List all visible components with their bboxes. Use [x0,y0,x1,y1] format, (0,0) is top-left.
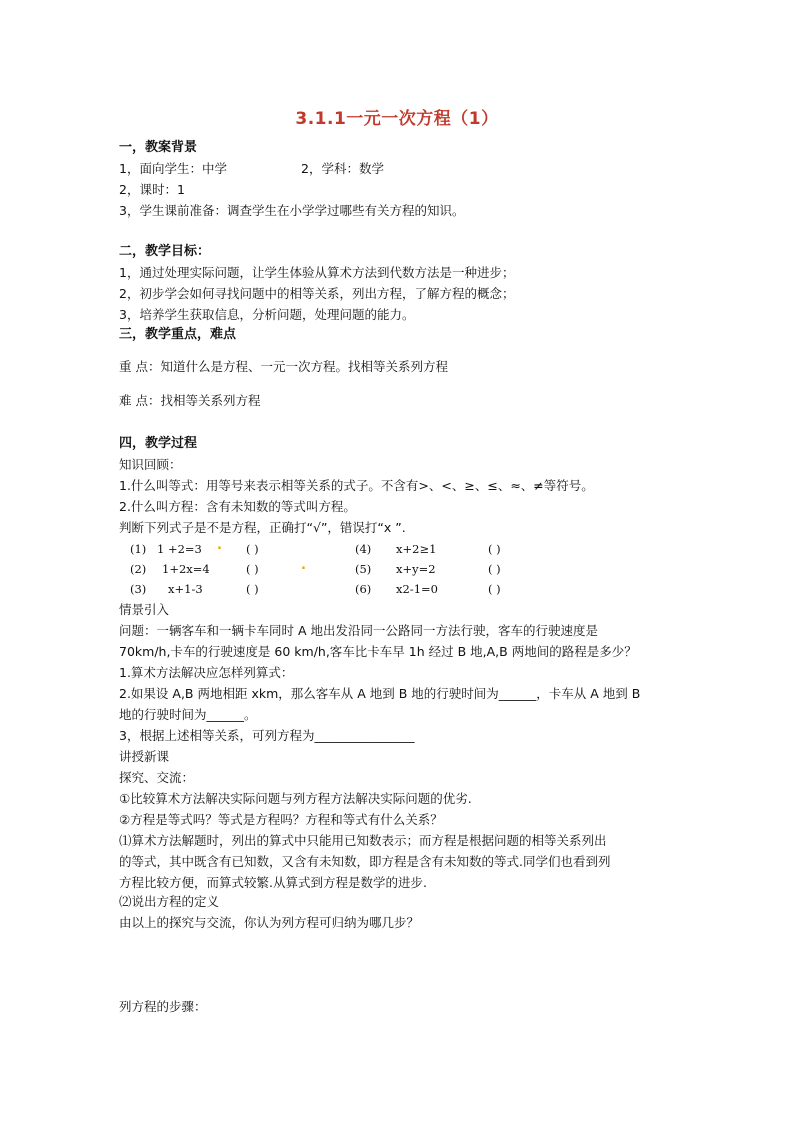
answer-blank[interactable]: ( ) [246,542,259,556]
answer-blank[interactable]: ( ) [246,582,259,596]
exercise-expression: x+2≥1 [396,542,437,556]
highlight-dot: . [217,538,222,553]
highlight-dot: . [301,558,306,573]
answer-blank[interactable]: ( ) [488,582,501,596]
section-heading-goals: 二，教学目标： [119,244,211,259]
discussion-point: ①比较算术方法解决实际问题与列方程方法解决实际问题的优劣. [119,791,472,806]
section-heading-process: 四，教学过程 [119,436,198,451]
answer-blank[interactable]: ( ) [488,542,501,556]
lesson-count-line: 2，课时：1 [119,182,185,197]
exercise-expression: 1 +2=3 [157,542,202,556]
steps-label: 列方程的步骤： [119,999,207,1014]
scenario-intro-label: 情景引入 [119,602,170,617]
student-level-line: 1，面向学生：中学 [119,161,227,176]
exercise-number: (2) [130,562,147,576]
answer-paragraph: 方程比较方便，而算式较繁.从算式到方程是数学的进步. [119,875,427,890]
equation-definition: 2.什么叫方程：含有未知数的等式叫方程。 [119,499,356,514]
page-title: 3.1.1一元一次方程（1） [295,109,499,129]
explore-label: 探究、交流： [119,770,195,785]
definition-prompt: ⑵说出方程的定义 [119,894,220,909]
problem-text-line: 70km/h,卡车的行驶速度是 60 km/h,客车比卡车早 1h 经过 B 地,A,B 两地间的路程是多少？ [119,644,637,659]
problem-text-line: 问题：一辆客车和一辆卡车同时 A 地出发沿同一公路同一方法行驶，客车的行驶速度是 [119,623,598,638]
exercise-number: (3) [130,582,147,596]
goal-item: 1，通过处理实际问题，让学生体验从算术方法到代数方法是一种进步； [119,265,515,280]
section-heading-background: 一，教案背景 [119,140,198,155]
section-heading-keypoints: 三，教学重点，难点 [119,327,237,342]
answer-paragraph: 的等式，其中既含有已知数，又含有未知数，即方程是含有未知数的等式.同学们也看到列 [119,854,611,869]
answer-blank[interactable]: ( ) [488,562,501,576]
discussion-point: ②方程是等式吗？等式是方程吗？方程和等式有什么关系？ [119,812,443,827]
equation-question: 3，根据上述相等关系，可列方程为________________ [119,728,415,743]
exercise-expression: 1+2x=4 [162,562,210,576]
preparation-line: 3，学生课前准备：调查学生在小学学过哪些有关方程的知识。 [119,203,465,218]
new-lesson-label: 讲授新课 [119,749,170,764]
travel-time-question-cont: 地的行驶时间为______。 [119,707,257,722]
review-label: 知识回顾： [119,457,182,472]
exercise-number: (1) [130,542,147,556]
difficulty-line: 难 点：找相等关系列方程 [119,393,261,408]
answer-paragraph: ⑴算术方法解题时，列出的算式中只能用已知数表示；而方程是根据问题的相等关系列出 [119,833,607,848]
exercise-number: (4) [355,542,372,556]
steps-question: 由以上的探究与交流，你认为列方程可归纳为哪几步？ [119,915,420,930]
exercise-expression: x+y=2 [396,562,436,576]
key-point-line: 重 点：知道什么是方程、一元一次方程。找相等关系列方程 [119,359,448,374]
travel-time-question: 2.如果设 A,B 两地相距 xkm，那么客车从 A 地到 B 地的行驶时间为______，卡车从 A 地到 B [119,686,641,701]
goal-item: 3，培养学生获取信息，分析问题，处理问题的能力。 [119,307,415,322]
equality-definition: 1.什么叫等式：用等号来表示相等关系的式子。不含有>、<、≥、≤、≈、≠等符号。 [119,478,594,493]
exercise-number: (5) [355,562,372,576]
subject-line: 2，学科：数学 [301,161,384,176]
judge-instruction: 判断下列式子是不是方程，正确打“√”，错误打“x ”. [119,520,406,535]
exercise-number: (6) [355,582,372,596]
exercise-expression: x+1-3 [168,582,203,596]
answer-blank[interactable]: ( ) [246,562,259,576]
goal-item: 2，初步学会如何寻找问题中的相等关系，列出方程，了解方程的概念； [119,286,515,301]
exercise-expression: x2-1=0 [396,582,438,596]
arithmetic-question: 1.算术方法解决应怎样列算式： [119,665,294,680]
